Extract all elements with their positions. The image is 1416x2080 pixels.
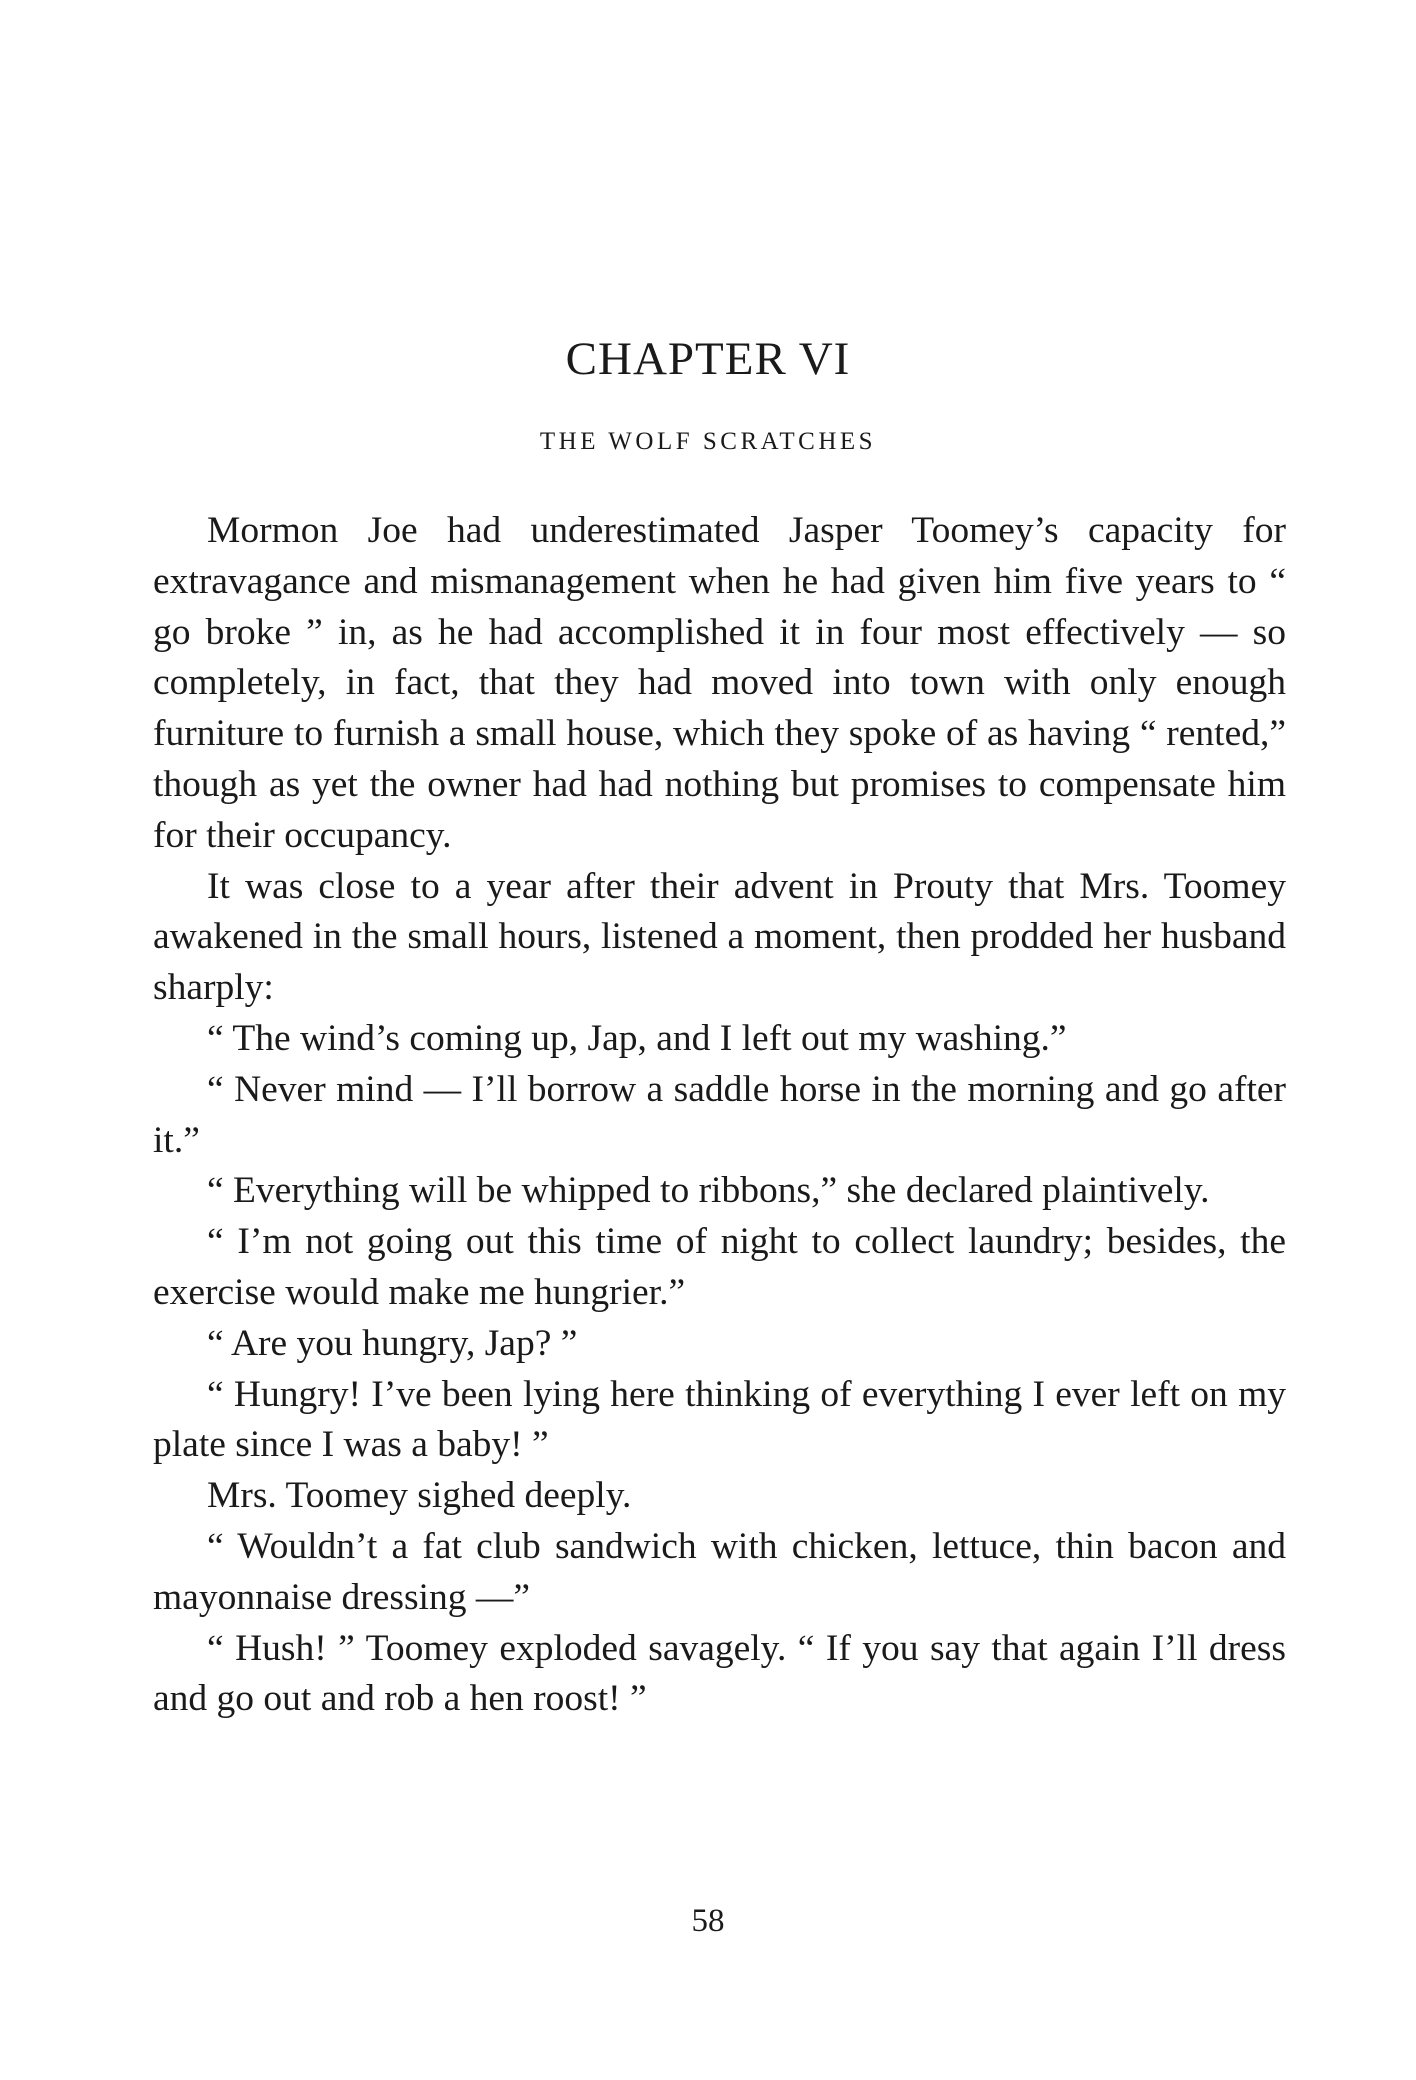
chapter-heading: CHAPTER VI [565, 333, 851, 385]
paragraph: “ Are you hungry, Jap? ” [207, 1322, 578, 1364]
page-number: 58 [691, 1903, 725, 1939]
paragraph: Mormon Joe had underestimated Jasper Toomey’s capacity for extravagance and mismanagement when he had given him five years to “ go broke ” in, as he had accomplished it in four most effectively — so completely, in fact, that they had moved into town with only enough furniture to furnish a small house, which they spoke of as having “ rented,” though as yet the owner had had nothing but promises to compensate him for their occupancy. [153, 510, 1286, 856]
paragraph: “ Hush! ” Toomey exploded savagely. “ If you say that again I’ll dress and go out and rob a hen roost! ” [153, 1627, 1286, 1720]
chapter-title: THE WOLF SCRATCHES [539, 428, 877, 455]
paragraph: Mrs. Toomey sighed deeply. [207, 1475, 632, 1517]
paragraph: It was close to a year after their advent in Prouty that Mrs. Toomey awakened in the small hours, listened a moment, then prodded her husband sharply: [153, 865, 1286, 1009]
paragraph: “ I’m not going out this time of night to collect laundry; besides, the exercise would make me hungrier.” [153, 1221, 1286, 1313]
chapter-body [153, 506, 1286, 1725]
paragraph: “ Everything will be whipped to ribbons,” she declared plaintively. [207, 1170, 1210, 1212]
paragraph: “ Hungry! I’ve been lying here thinking of everything I ever left on my plate since I was a baby! ” [153, 1373, 1286, 1466]
paragraph: “ Wouldn’t a fat club sandwich with chicken, lettuce, thin bacon and mayonnaise dressing —” [153, 1525, 1286, 1618]
paragraph: “ Never mind — I’ll borrow a saddle horse in the morning and go after it.” [153, 1068, 1286, 1161]
paragraph: “ The wind’s coming up, Jap, and I left out my washing.” [207, 1017, 1067, 1059]
